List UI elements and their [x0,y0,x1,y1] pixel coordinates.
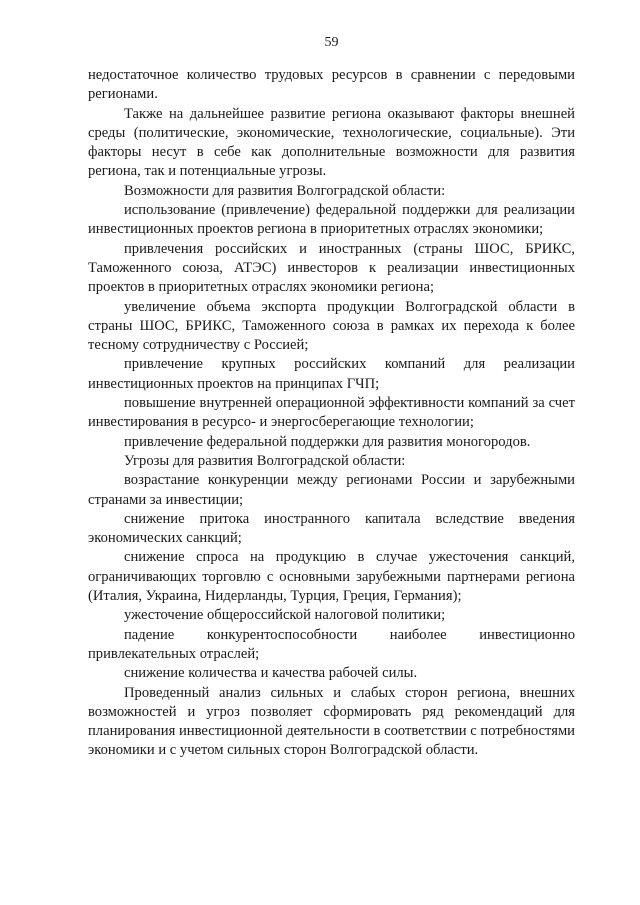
opportunity-item: привлечения российских и иностранных (страны ШОС, БРИКС, Таможенного союза, АТЭС) инвесторов к реализации инвестиционных проектов в приоритетных отраслях экономики региона; [88,240,575,296]
threat-item: снижение притока иностранного капитала вследствие введения экономических санкций; [88,510,575,547]
threat-item: ужесточение общероссийской налоговой политики; [124,607,446,624]
page-number: 59 [324,35,339,50]
threat-item: снижение количества и качества рабочей силы. [124,665,418,682]
opportunity-item: привлечение федеральной поддержки для развития моногородов. [124,433,531,450]
opportunity-item: увеличение объема экспорта продукции Волгоградской области в страны ШОС, БРИКС, Таможенного союза в рамках их перехода к более тесному сотрудничеству с Россией; [88,298,575,354]
heading-opportunities: Возможности для развития Волгоградской области: [124,182,446,199]
paragraph-continuation: недостаточное количество трудовых ресурсов в сравнении с передовыми регионами. [88,67,575,103]
paragraph-conclusion: Проведенный анализ сильных и слабых сторон региона, внешних возможностей и угроз позволяет сформировать ряд рекомендаций для планирования инвестиционной деятельности в соответствии с потребностями экономики и с учетом сильных сторон Волгоградской области. [88,684,575,759]
threat-item: снижение спроса на продукцию в случае ужесточения санкций, ограничивающих торговлю с основными зарубежными партнерами региона (Италия, Украина, Нидерланды, Турция, Греция, Германия); [88,549,575,605]
threat-item: возрастание конкуренции между регионами России и зарубежными странами за инвестиции; [88,472,575,508]
heading-threats: Угрозы для развития Волгоградской области: [124,452,406,469]
paragraph-external-factors: Также на дальнейшее развитие региона оказывают факторы внешней среды (политические, экономические, технологические, социальные). Эти факторы несут в себе как дополнительные возможности для развития региона, так и потенциальные угрозы. [88,105,575,180]
document-body [88,66,575,761]
opportunity-item: привлечение крупных российских компаний для реализации инвестиционных проектов на принципах ГЧП; [88,356,575,392]
opportunity-item: использование (привлечение) федеральной поддержки для реализации инвестиционных проектов региона в приоритетных отраслях экономики; [88,202,575,238]
opportunity-item: повышение внутренней операционной эффективности компаний за счет инвестирования в ресурсо- и энергосберегающие технологии; [88,395,575,431]
document-page [88,34,575,761]
threat-item: падение конкурентоспособности наиболее инвестиционно привлекательных отраслей; [88,626,575,662]
